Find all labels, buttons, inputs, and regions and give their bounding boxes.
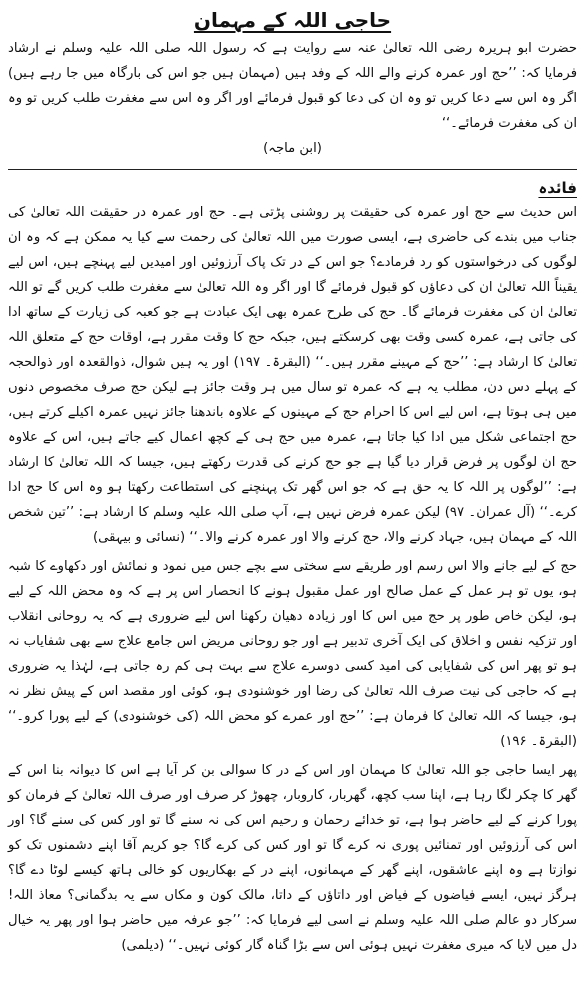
- body-paragraph-3: پھر ایسا حاجی جو اللہ تعالیٰ کا مہمان اور اس کے در کا سوالی بن کر آیا ہے اس کا دیوانہ بنا اس کے گھر کا چکر لگا رہا ہے، اپنا سب کچھ، گھربار، کاروبار، چھوڑ کر صرف اور صرف اللہ تعالیٰ کے فرمان کو پورا کرنے کے لیے حاضر ہوا ہے، تو خدائے رحمان و رحیم اس کی نہ سنے گا تو اور کس کی سنے گا؟ اور اس کی آرزوئیں اور تمنائیں پوری نہ کرے گا تو اور کس کی کرے گا؟ جو کریم آقا اپنے دشمنوں تک کو نوازتا ہے وہ اپنے عاشقوں، اپنے گھر کے مہمانوں، اپنے در کے بھکاریوں کو خالی ہاتھ کیسے لوٹا دے گا؟ ہرگز نہیں، ایسے فیاضوں کے فیاض اور داتاؤں کے داتا، مالک کون و مکاں سے یہ بدگمانی؟ معاذ اللہ! سرکار دو عالم صلی اللہ علیہ وسلم نے اسی لیے فرمایا کہ: ’’جو عرفہ میں حاضر ہوا اور پھر یہ خیال دل میں لایا کہ میری مغفرت نہیں ہوئی اس سے بڑا گناہ گار کوئی نہیں۔‘‘ (دیلمی): [8, 763, 577, 953]
- section-divider: [8, 169, 577, 170]
- hadith-text: حضرت ابو ہریرہ رضی اللہ تعالیٰ عنہ سے روایت ہے کہ رسول اللہ صلی اللہ علیہ وسلم نے ارشاد فرمایا کہ: ’’حج اور عمرہ کرنے والے اللہ کے وفد ہیں (مہمان ہیں جو اس کی بارگاہ میں جا رہے ہیں) اگر وہ اس سے دعا کریں تو وہ ان کی دعا کو قبول فرمائے اور اگر وہ اس سے مغفرت طلب کریں تو وہ ان کی مغفرت فرمائے۔‘‘: [8, 41, 577, 131]
- body-paragraph-2: حج کے لیے جانے والا اس رسم اور طریقے سے سختی سے بچے جس میں نمود و نمائش اور دکھاوے کا شبہ ہو، یوں تو ہر عمل کے عمل صالح اور عمل مقبول ہونے کا انحصار اس پر ہے کہ وہ محض اللہ کے لیے ہو، لیکن خاص طور پر حج میں اس کا اور زیادہ دھیان رکھنا اس لیے ضروری ہے کہ یہ روحانی انقلاب اور تزکیہ نفس و اخلاق کی ایک آخری تدبیر ہے اور جو روحانی مریض اس جامع علاج سے بھی شفایاب نہ ہو تو پھر اس کی شفایابی کی امید کسی دوسرے علاج سے بہت ہی کم رہ جاتی ہے، لہٰذا یہ ضروری ہے کہ حاجی کی نیت صرف اللہ تعالیٰ کی رضا اور خوشنودی ہو، کوئی اور مقصد اس کے پیش نظر نہ ہو، جیسا کہ اللہ تعالیٰ کا فرمان ہے: ’’حج اور عمرے کو محض اللہ (کی خوشنودی) کے لیے پورا کرو۔‘‘ (البقرۃ۔ ۱۹۶): [8, 559, 577, 749]
- section-heading: فائدہ: [538, 179, 577, 197]
- body-paragraph-1: اس حدیث سے حج اور عمرہ کی حقیقت پر روشنی پڑتی ہے۔ حج اور عمرہ در حقیقت اللہ تعالیٰ کی جناب میں بندے کی حاضری ہے، ایسی صورت میں اللہ تعالیٰ کی رحمت سے کیا یہ ممکن ہے کہ وہ ان لوگوں کی درخواستوں کو رد فرمادے؟ جو اس کے در تک پاک آرزوئیں اور امیدیں لیے پہنچے ہیں، اس لیے یقیناً اللہ تعالیٰ ان کی دعاؤں کو قبول فرمائے گا اور اگر وہ اللہ تعالیٰ سے مغفرت طلب کریں گے تو اللہ تعالیٰ ان کی مغفرت فرمائے گا۔ حج کی طرح عمرہ بھی ایک عبادت ہے جو کعبہ کی زیارت کے ساتھ ادا کی جاتی ہے، عمرہ کسی وقت بھی کرسکتے ہیں، جبکہ حج کا وقت مقرر ہے، اوقات حج کے متعلق اللہ تعالیٰ کا ارشاد ہے: ’’حج کے مہینے مقرر ہیں۔‘‘ (البقرۃ۔ ۱۹۷) اور یہ ہیں شوال، ذوالقعدہ اور ذوالحجہ کے پہلے دس دن، مطلب یہ ہے کہ عمرہ تو سال میں ہر وقت جائز ہے لیکن حج صرف مخصوص دنوں میں ہی ہوتا ہے، اس لیے اس کا احرام حج کے مہینوں کے علاوہ باندھنا جائز نہیں عمرہ اکیلے کرتے ہیں، حج اجتماعی شکل میں ادا کیا جاتا ہے، عمرہ میں حج ہی کے کچھ اعمال کیے جاتے ہیں، اس کے علاوہ حج ان لوگوں پر فرض قرار دیا گیا ہے جو حج کرنے کی قدرت رکھتے ہیں، جیسا کہ اللہ تعالیٰ کا ارشاد ہے: ’’لوگوں پر اللہ کا یہ حق ہے کہ جو اس گھر تک پہنچنے کی استطاعت رکھتا ہو وہ اس کا حج ادا کرے۔‘‘ (آل عمران۔ ۹۷) لیکن عمرہ فرض نہیں ہے، آپ صلی اللہ علیہ وسلم کا ارشاد ہے: ’’تین شخص اللہ کے مہمان ہیں، جہاد کرنے والا، حج کرنے والا اور عمرہ کرنے والا۔‘‘ (نسائی و بیہقی): [8, 205, 578, 545]
- article-title: حاجی اللہ کے مہمان: [193, 8, 392, 32]
- hadith-source: (ابن ماجہ): [263, 141, 322, 156]
